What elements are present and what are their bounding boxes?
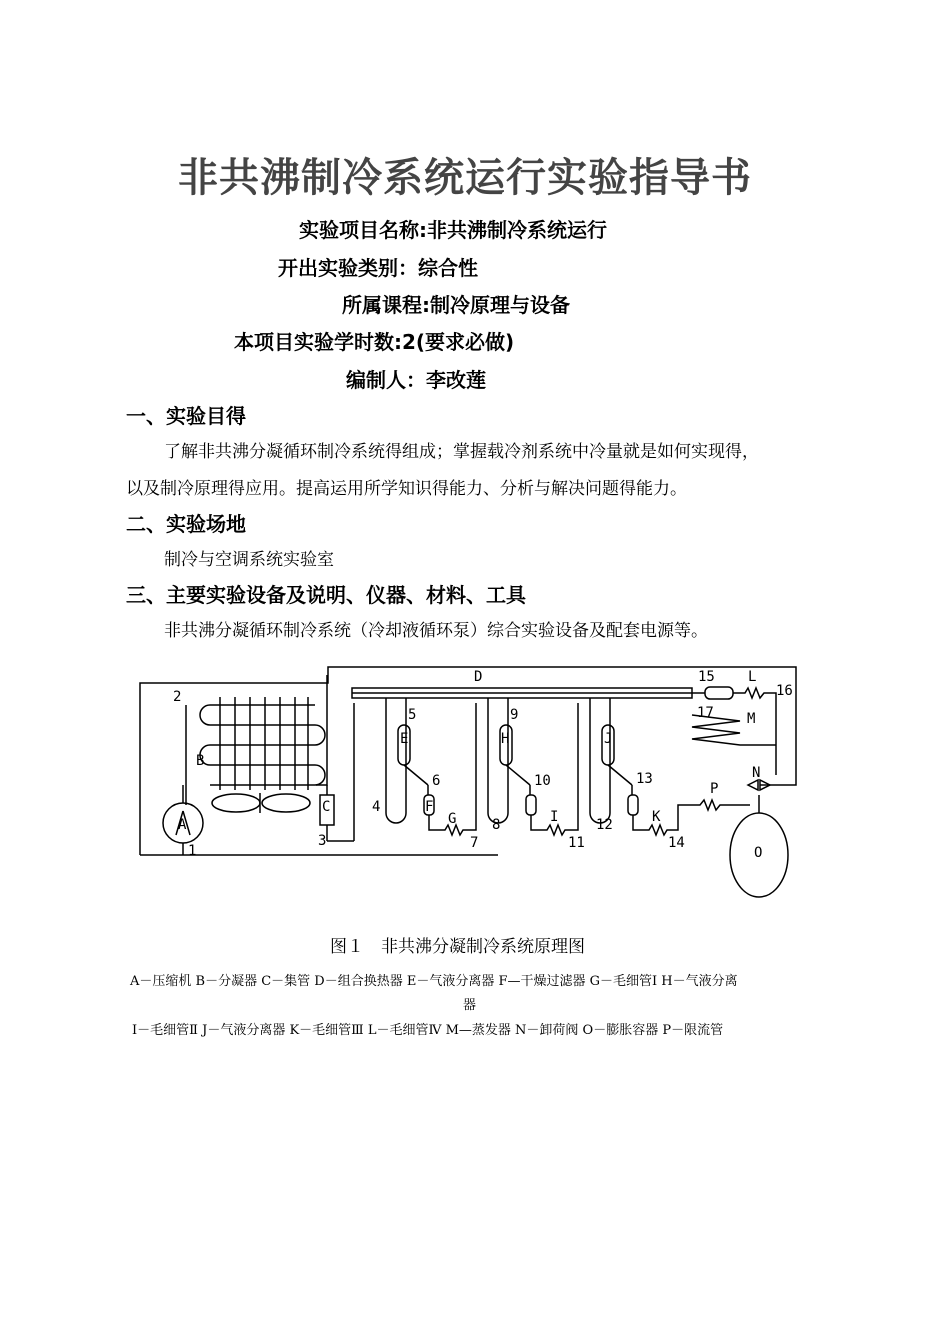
- meta-project-name: 实验项目名称:非共沸制冷系统运行: [299, 218, 607, 242]
- label-n14: 14: [668, 835, 685, 851]
- label-n5: 5: [408, 707, 417, 723]
- label-g: G: [448, 811, 457, 827]
- label-n3: 3: [318, 833, 327, 849]
- label-k: K: [652, 809, 661, 825]
- label-n1: 1: [188, 843, 197, 859]
- label-n: N: [752, 765, 761, 781]
- section-paragraph: 以及制冷原理得应用。提高运用所学知识得能力、分析与解决问题得能力。: [126, 479, 687, 499]
- label-o: O: [754, 845, 763, 861]
- label-n9: 9: [510, 707, 519, 723]
- section-paragraph: 了解非共沸分凝循环制冷系统得组成；掌握载冷剂系统中冷量就是如何实现得，: [164, 442, 759, 462]
- label-i: I: [550, 809, 559, 825]
- section-heading-equipment: 三、主要实验设备及说明、仪器、材料、工具: [126, 583, 526, 607]
- label-n13: 13: [636, 771, 653, 787]
- label-n12: 12: [596, 817, 613, 833]
- label-n15: 15: [698, 669, 715, 685]
- figure-caption: 图１ 非共沸分凝制冷系统原理图: [330, 937, 585, 957]
- label-f: F: [425, 799, 434, 815]
- label-n10: 10: [534, 773, 551, 789]
- figure-legend-line2: I－毛细管Ⅱ J－气液分离器 K－毛细管Ⅲ L－毛细管Ⅳ M—蒸发器 N－卸荷阀 O－膨胀容器 P－限流管: [132, 1023, 724, 1038]
- document-title: 非共沸制冷系统运行实验指导书: [178, 154, 752, 201]
- meta-hours: 本项目实验学时数:2(要求必做): [234, 330, 515, 354]
- label-b: B: [196, 753, 205, 769]
- label-n8: 8: [492, 817, 501, 833]
- meta-author: 编制人：李改莲: [346, 368, 486, 392]
- label-n17: 17: [697, 705, 714, 721]
- figure-legend-line1b: 器: [463, 998, 477, 1013]
- label-n7: 7: [470, 835, 479, 851]
- section-heading-location: 二、实验场地: [126, 512, 246, 536]
- label-c: C: [322, 799, 331, 815]
- label-n4: 4: [372, 799, 381, 815]
- label-d: D: [474, 669, 483, 685]
- label-l: L: [748, 669, 757, 685]
- label-e: E: [400, 731, 409, 747]
- label-n2: 2: [173, 689, 182, 705]
- meta-category: 开出实验类别：综合性: [278, 256, 478, 280]
- section-heading-objective: 一、实验目得: [126, 404, 246, 428]
- label-j: J: [604, 731, 613, 747]
- label-n11: 11: [568, 835, 585, 851]
- label-n16: 16: [776, 683, 793, 699]
- label-m: M: [747, 711, 756, 727]
- label-p: P: [710, 781, 719, 797]
- label-h: H: [501, 731, 510, 747]
- label-n6: 6: [432, 773, 441, 789]
- figure-legend-line1: A－压缩机 B－分凝器 C－集管 D－组合换热器 E－气液分离器 F—干燥过滤器 G－毛细管Ⅰ H－气液分离: [130, 974, 738, 989]
- section-paragraph: 非共沸分凝循环制冷系统（冷却液循环泵）综合实验设备及配套电源等。: [164, 621, 708, 641]
- meta-course: 所属课程:制冷原理与设备: [342, 293, 570, 317]
- label-a: A: [178, 817, 187, 833]
- section-paragraph: 制冷与空调系统实验室: [164, 550, 334, 570]
